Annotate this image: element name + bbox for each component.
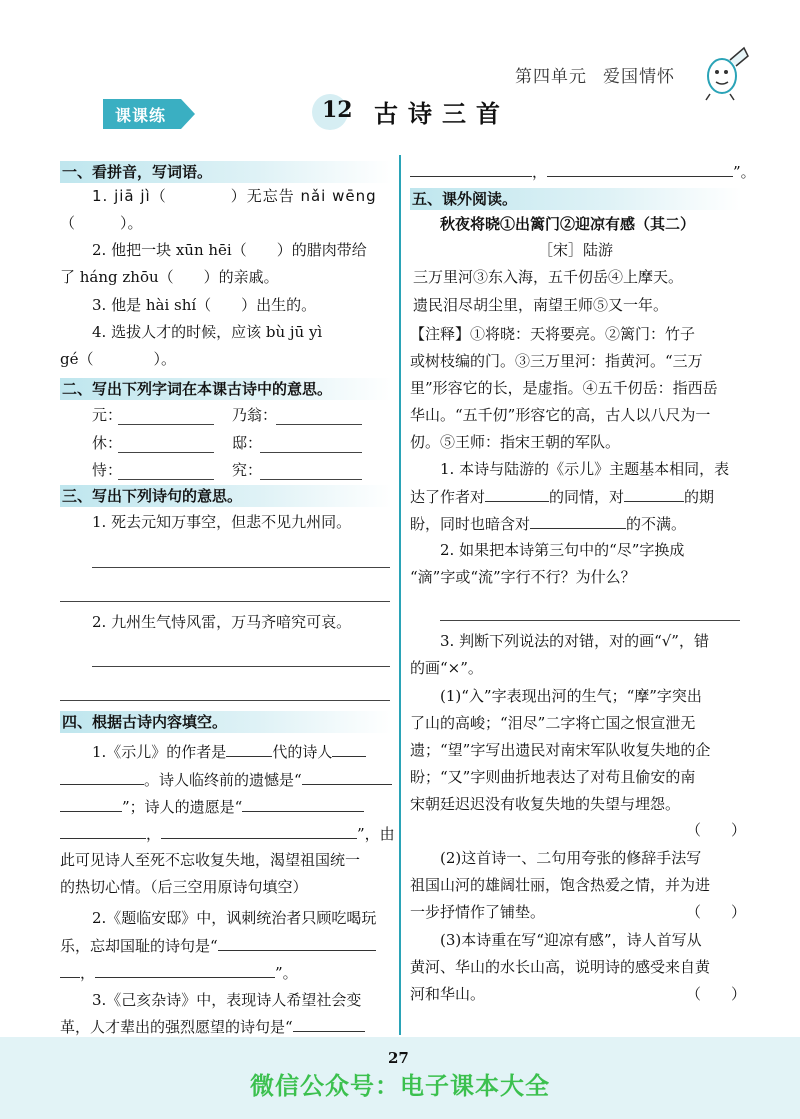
note-line-5: 仞。⑤王师：指宋王朝的军队。	[410, 433, 621, 451]
word-yuan-answer-line[interactable]	[118, 424, 214, 425]
judge-1-line-3: 遗；“望”字写出遗民对南宋军队收复失地的企	[410, 741, 711, 759]
s4-b2-text: 乐，忘却国耻的诗句是“	[60, 937, 218, 955]
tag-label: 课课练	[115, 106, 167, 125]
section-2-title: 二、写出下列字词在本课古诗中的意思。	[60, 378, 392, 400]
s4-a5-text: ，	[146, 825, 162, 843]
s1-line-6: 4. 选拔人才的时候，应该 bù jū yì	[92, 323, 323, 341]
r1-blank-3[interactable]	[530, 513, 626, 529]
s4-b4-text: ”。	[275, 964, 298, 982]
word-xiu-label: 休：	[92, 434, 123, 452]
regret-blank-1[interactable]	[302, 769, 392, 785]
judge-2-line-3: 一步抒情作了铺垫。	[410, 903, 546, 921]
s4-a-line-1	[92, 741, 366, 762]
wish-blank-3[interactable]	[161, 823, 357, 839]
s4-c-line-1: 3.《己亥杂诗》中，表现诗人希望社会变	[92, 991, 362, 1009]
word-di-label: 邸：	[232, 434, 263, 452]
judge-3-line-1: (3)本诗重在写“迎凉有感”，诗人首写从	[440, 931, 702, 949]
top-end: ”。	[733, 163, 756, 181]
qls-blank-2[interactable]	[60, 962, 80, 978]
unit-header	[515, 62, 675, 87]
s1-line-5: 3. 他是 hài shí（ ）出生的。	[92, 296, 317, 314]
word-jiu-label: 究：	[232, 461, 263, 479]
r1-blank-1[interactable]	[485, 486, 549, 502]
r1b-text: 达了作者对	[410, 488, 486, 506]
judge-2-answer-paren[interactable]: （ ）	[686, 903, 747, 921]
r-q1-line-1: 1. 本诗与陆游的《示儿》主题基本相同，表	[440, 460, 730, 478]
top-comma: ，	[532, 163, 548, 181]
poem-line-2: 遗民泪尽胡尘里，南望王师⑤又一年。	[413, 296, 669, 314]
wish-blank-2[interactable]	[60, 823, 146, 839]
s1-line-4: 了 háng zhōu（ ）的亲戚。	[60, 268, 279, 286]
r-q3-line-2: 的画“×”。	[410, 659, 483, 677]
poem-line-1: 三万里河③东入海，五千仞岳④上摩天。	[413, 268, 684, 286]
s4-b-line-2	[60, 935, 376, 956]
column-divider	[399, 155, 401, 1035]
s3-question-1: 1. 死去元知万事空，但悲不见九州同。	[92, 513, 352, 531]
section-5-title: 五、课外阅读。	[410, 188, 742, 210]
page-number: 27	[388, 1049, 409, 1067]
watermark-text: 微信公众号：电子课本大全	[250, 1072, 550, 1100]
s4-a3-text: 。诗人临终前的遗憾是“	[144, 771, 302, 789]
word-naiweng-answer-line[interactable]	[276, 424, 362, 425]
r1e-text: 盼，同时也暗含对	[410, 515, 531, 533]
jhzs-blank-3[interactable]	[547, 161, 733, 177]
r1-blank-2[interactable]	[624, 486, 684, 502]
judge-1-answer-paren[interactable]: （ ）	[686, 821, 747, 839]
word-jiu-answer-line[interactable]	[260, 479, 362, 480]
s4-a-line-3	[60, 796, 364, 817]
s3-question-2: 2. 九州生气恃风雷，万马齐喑究可哀。	[92, 613, 352, 631]
s4-c-line-2	[60, 1016, 365, 1037]
lesson-title: 古诗三首	[374, 99, 510, 128]
poet-blank[interactable]	[332, 741, 366, 757]
s4-b-line-1: 2.《题临安邸》中，讽刺统治者只顾吃喝玩	[92, 909, 377, 927]
section-4-title: 四、根据古诗内容填空。	[60, 711, 392, 733]
judge-1-line-4: 盼；“又”字则曲折地表达了对苟且偷安的南	[410, 768, 696, 786]
s4-b3-text: ，	[80, 964, 96, 982]
jhzs-continuation-line	[410, 161, 756, 182]
word-xiu-answer-line[interactable]	[118, 452, 214, 453]
s4-a-line-5: 此可见诗人至死不忘收复失地，渴望祖国统一	[60, 851, 361, 869]
s1-line-2: （ ）。	[60, 214, 143, 232]
judge-2-line-2: 祖国山河的雄阔壮丽，饱含热爱之情，并为进	[410, 876, 711, 894]
dynasty-blank[interactable]	[226, 741, 272, 757]
mascot-doodle-icon	[700, 42, 752, 102]
lesson-number: 12	[322, 97, 353, 123]
word-di-answer-line[interactable]	[260, 452, 362, 453]
note-line-4: 华山。“五千仞”形容它的高，古人以八尺为一	[410, 406, 711, 424]
s4-a1-text: 1.《示儿》的作者是	[92, 743, 227, 761]
s4-b-line-3	[60, 962, 298, 983]
r-q1-line-3	[410, 513, 686, 534]
note-line-1: 【注释】①将晓：天将要亮。②篱门：竹子	[410, 325, 696, 343]
s4-a-line-4	[60, 823, 395, 844]
poem-author: ［宋］陆游	[538, 241, 614, 259]
qls-blank-3[interactable]	[95, 962, 275, 978]
s4-a4-text: ”；诗人的遗愿是“	[122, 798, 243, 816]
r1c-text: 的同情，对	[549, 488, 625, 506]
judge-1-line-5: 宋朝廷迟迟没有收复失地的失望与埋怨。	[410, 795, 681, 813]
unit-theme: 爱国情怀	[603, 67, 675, 87]
s1-line-3: 2. 他把一块 xūn hēi（ ）的腊肉带给	[92, 241, 367, 259]
jhzs-blank-1[interactable]	[293, 1016, 365, 1032]
r-q2-line-2: “滴”字或“流”字行不行？为什么？	[410, 568, 636, 586]
judge-1-line-2: 了山的高峻；“泪尽”二字将亡国之恨宣泄无	[410, 714, 696, 732]
s4-a6-text: ”，由	[357, 825, 395, 843]
s4-a-line-2	[60, 769, 392, 790]
word-shi-label: 恃：	[92, 461, 123, 479]
practice-tag	[103, 99, 195, 129]
section-1-title: 一、看拼音，写词语。	[60, 161, 392, 183]
judge-3-answer-paren[interactable]: （ ）	[686, 985, 747, 1003]
r-q3-line-1: 3. 判断下列说法的对错，对的画“√”，错	[440, 632, 709, 650]
judge-2-line-1: (2)这首诗一、二句用夸张的修辞手法写	[440, 849, 702, 867]
s4-a2-text: 代的诗人	[272, 743, 333, 761]
s3-q2-answer-line-2[interactable]	[60, 700, 390, 701]
section-3-title: 三、写出下列诗句的意思。	[60, 485, 392, 507]
note-line-2: 或树枝编的门。③三万里河：指黄河。“三万	[410, 352, 703, 370]
s4-c2-text: 革，人才辈出的强烈愿望的诗句是“	[60, 1018, 293, 1036]
word-yuan-label: 元：	[92, 406, 123, 424]
word-naiweng-label: 乃翁：	[232, 406, 278, 424]
s1-line-7: gé（ ）。	[60, 350, 176, 368]
r1f-text: 的不满。	[626, 515, 687, 533]
s3-q2-answer-line-1[interactable]	[92, 666, 390, 667]
judge-3-line-2: 黄河、华山的水长山高，说明诗的感受来自黄	[410, 958, 711, 976]
r-q1-line-2	[410, 486, 714, 507]
unit-label: 第四单元	[515, 67, 587, 87]
judge-3-line-3: 河和华山。	[410, 985, 486, 1003]
s1-line-1: 1. jiā jì（ ）无忘告 nǎi wēng	[92, 187, 377, 205]
wish-blank-1[interactable]	[242, 796, 364, 812]
r-q2-line-1: 2. 如果把本诗第三句中的“尽”字换成	[440, 541, 685, 559]
s3-q1-answer-line-2[interactable]	[60, 601, 390, 602]
jhzs-blank-2[interactable]	[410, 161, 532, 177]
poet-name-blank[interactable]	[60, 769, 144, 785]
s3-q1-answer-line-1[interactable]	[92, 567, 390, 568]
poem-title: 秋夜将晓①出篱门②迎凉有感（其二）	[440, 215, 696, 233]
r1d-text: 的期	[684, 488, 715, 506]
s4-a-line-6: 的热切心情。（后三空用原诗句填空）	[60, 878, 308, 896]
judge-1-line-1: (1)“入”字表现出河的生气；“摩”字突出	[440, 687, 702, 705]
qls-blank-1[interactable]	[218, 935, 376, 951]
regret-blank-2[interactable]	[60, 796, 122, 812]
r-q2-answer-line[interactable]	[440, 620, 740, 621]
note-line-3: 里”形容它的长，是虚指。④五千仞岳：指西岳	[410, 379, 718, 397]
word-shi-answer-line[interactable]	[118, 479, 214, 480]
